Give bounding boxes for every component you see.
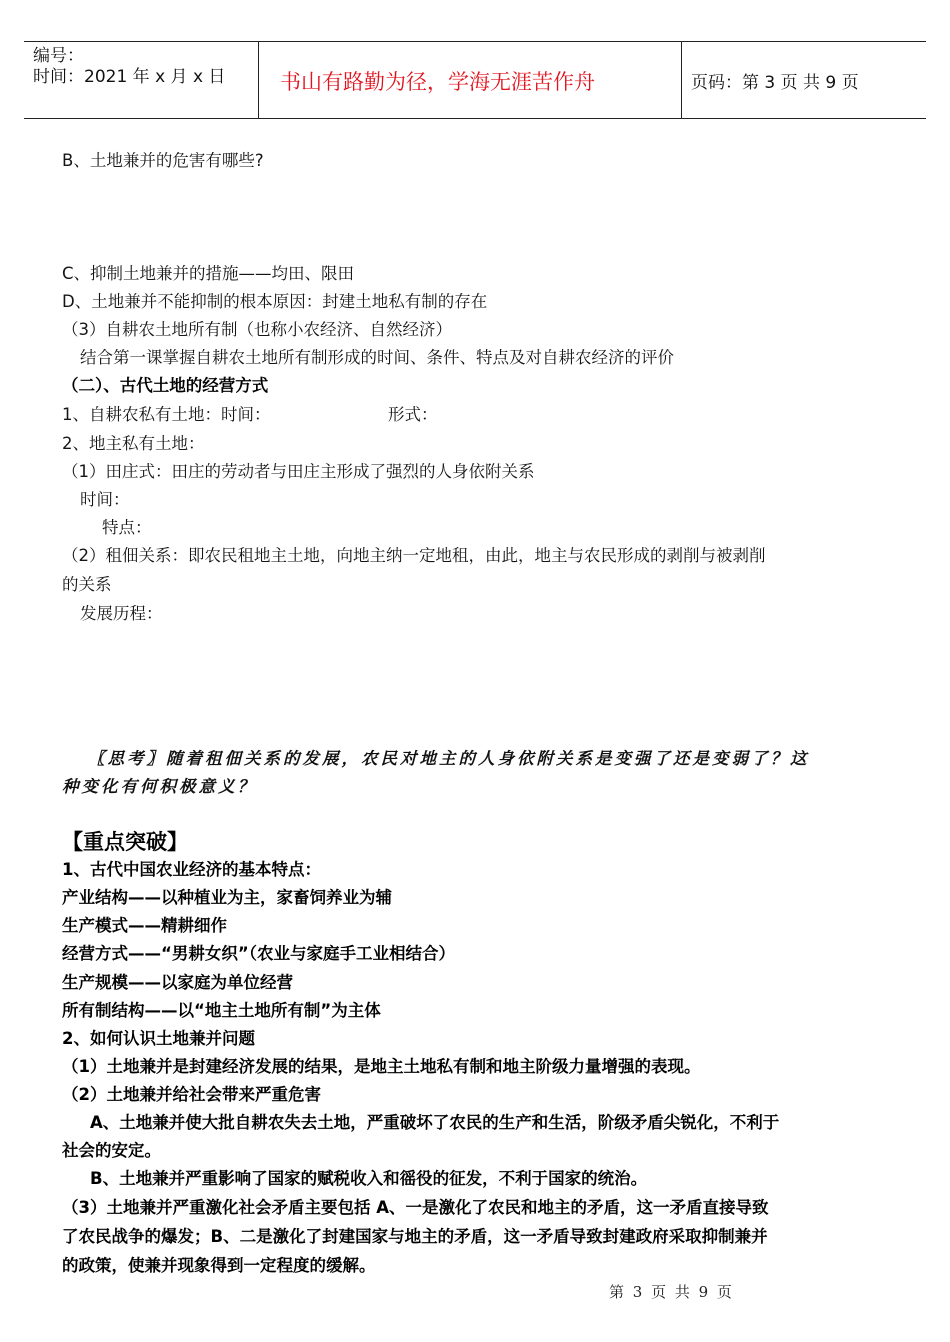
line-manor-type: （1）田庄式：田庄的劳动者与田庄主形成了强烈的人身依附关系 [62, 462, 535, 481]
focus-point-3-cont2: 的政策，使兼并现象得到一定程度的缓解。 [62, 1256, 376, 1275]
line-tenancy-relation-cont: 的关系 [62, 575, 112, 594]
header-top-rule [24, 41, 926, 42]
focus-point-2a-cont: 社会的安定。 [62, 1141, 161, 1160]
header-date: 时间：2021 年 x 月 x 日 [33, 67, 226, 87]
line-self-cultivator-ownership: （3）自耕农土地所有制（也称小农经济、自然经济） [62, 320, 452, 339]
section-heading-management: （二）、古代土地的经营方式 [62, 376, 269, 395]
footer-page-number: 第 3 页 共 9 页 [609, 1283, 734, 1301]
focus-production-mode: 生产模式——精耕细作 [62, 916, 227, 935]
line-b-harms: B、土地兼并的危害有哪些? [62, 151, 264, 170]
header-serial-label: 编号： [33, 46, 84, 66]
line-development-history: 发展历程： [80, 604, 163, 623]
line-self-cultivator-time: 1、自耕农私有土地：时间： [62, 405, 271, 424]
focus-title: 【重点突破】 [62, 830, 188, 854]
focus-production-scale: 生产规模——以家庭为单位经营 [62, 973, 293, 992]
header-bottom-rule [24, 118, 926, 119]
focus-item-2: 2、如何认识土地兼并问题 [62, 1029, 255, 1048]
focus-point-3-cont1: 了农民战争的爆发；B、二是激化了封建国家与地主的矛盾，这一矛盾导致封建政府采取抑制兼并 [62, 1227, 768, 1246]
think-question-line2: 种变化有何积极意义？ [62, 777, 257, 796]
focus-point-2b: B、土地兼并严重影响了国家的赋税收入和徭役的征发，不利于国家的统治。 [90, 1169, 648, 1188]
line-manor-time: 时间： [80, 490, 130, 509]
header-page-code: 页码：第 3 页 共 9 页 [691, 73, 859, 93]
focus-ownership-structure: 所有制结构——以“地主土地所有制”为主体 [62, 1001, 381, 1020]
line-landlord-land: 2、地主私有土地： [62, 434, 205, 453]
think-question-line1: 〖思考〗随着租佃关系的发展，农民对地主的人身依附关系是变强了还是变弱了？这 [88, 749, 810, 768]
focus-point-3: （3）土地兼并严重激化社会矛盾主要包括 A、一是激化了农民和地主的矛盾，这一矛盾直接导致 [62, 1198, 769, 1217]
line-d-root-cause: D、土地兼并不能抑制的根本原因：封建土地私有制的存在 [62, 292, 488, 311]
line-c-measures: C、抑制土地兼并的措施——均田、限田 [62, 264, 355, 283]
line-tenancy-relation: （2）租佃关系：即农民租地主土地，向地主纳一定地租，由此，地主与农民形成的剥削与被剥削 [62, 546, 766, 565]
line-study-note: 结合第一课掌握自耕农土地所有制形成的时间、条件、特点及对自耕农经济的评价 [80, 348, 674, 367]
focus-point-2a: A、土地兼并使大批自耕农失去土地，严重破坏了农民的生产和生活，阶级矛盾尖锐化，不利于 [90, 1113, 780, 1132]
focus-item-1: 1、古代中国农业经济的基本特点： [62, 860, 321, 879]
header-divider-left [258, 41, 259, 119]
focus-point-2: （2）土地兼并给社会带来严重危害 [62, 1085, 321, 1104]
header-divider-right [681, 41, 682, 119]
line-manor-features: 特点： [102, 518, 152, 537]
focus-management-mode: 经营方式——“男耕女织”（农业与家庭手工业相结合） [62, 944, 455, 963]
focus-industry-structure: 产业结构——以种植业为主，家畜饲养业为辅 [62, 888, 392, 907]
focus-point-1: （1）土地兼并是封建经济发展的结果，是地主土地私有制和地主阶级力量增强的表现。 [62, 1057, 701, 1076]
line-self-cultivator-form: 形式： [388, 405, 438, 424]
header-motto: 书山有路勤为径，学海无涯苦作舟 [280, 70, 595, 94]
